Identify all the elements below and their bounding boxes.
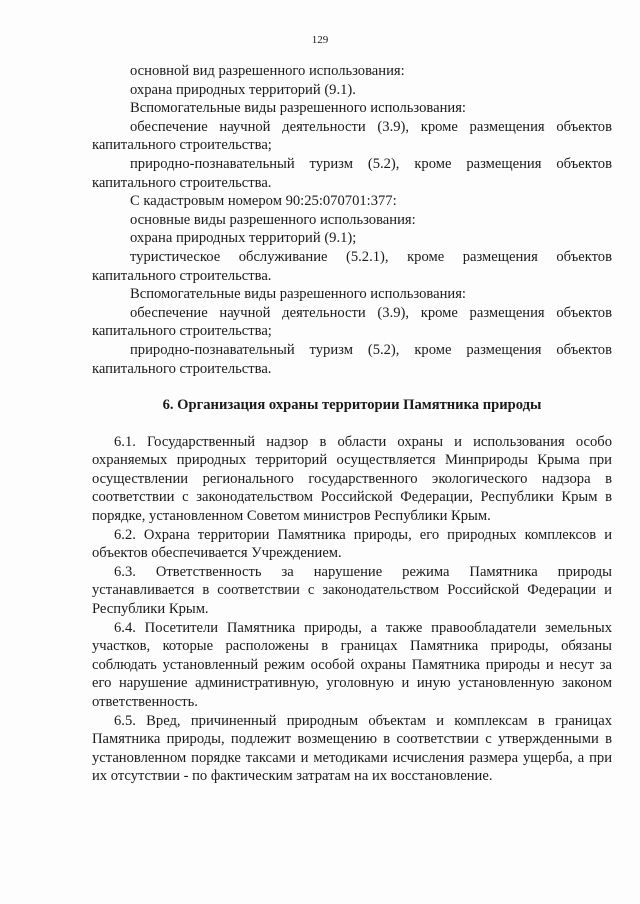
intro-line: обеспечение научной деятельности (3.9), кроме размещения объектов капитального строительства; <box>92 304 612 340</box>
intro-line: туристическое обслуживание (5.2.1), кроме размещения объектов капитального строительства. <box>92 248 612 284</box>
intro-line: природно-познавательный туризм (5.2), кроме размещения объектов капитального строительства. <box>92 155 612 191</box>
section-paragraph: 6.5. Вред, причиненный природным объектам и комплексам в границах Памятника природы, подлежит возмещению в соответствии с утвержденными в установленном порядке таксами и методиками исчисления размера ущерба, а при их отсутствии - по фактическим затратам на их восстановление. <box>92 712 612 785</box>
intro-line: обеспечение научной деятельности (3.9), кроме размещения объектов капитального строительства; <box>92 118 612 154</box>
section-paragraph: 6.1. Государственный надзор в области охраны и использования особо охраняемых природных территорий осуществляется Минприроды Крыма при осуществлении регионального государственного экологического надзора в соответствии с законодательством Российской Федерации, Республики Крым в порядке, установленном Советом министров Республики Крым. <box>92 433 612 525</box>
section-paragraph: 6.4. Посетители Памятника природы, а также правообладатели земельных участков, которые расположены в границах Памятника природы, обязаны соблюдать установленный режим особой охраны Памятника природы и несут за его нарушение административную, уголовную и иную установленную законом ответственность. <box>92 619 612 710</box>
section-paragraph: 6.3. Ответственность за нарушение режима Памятника природы устанавливается в соответствии с законодательством Российской Федерации и Республики Крым. <box>92 563 612 618</box>
page-number: 129 <box>311 34 329 46</box>
section-title: 6. Организация охраны территории Памятника природы <box>162 397 542 414</box>
document-body <box>92 62 612 786</box>
intro-line: основные виды разрешенного использования: <box>130 211 416 228</box>
intro-line: охрана природных территорий (9.1); <box>130 230 357 247</box>
section-paragraph: 6.2. Охрана территории Памятника природы, его природных комплексов и объектов обеспечивается Учреждением. <box>92 526 612 562</box>
intro-line: Вспомогательные виды разрешенного использования: <box>130 100 466 117</box>
intro-line: Вспомогательные виды разрешенного использования: <box>130 286 466 303</box>
intro-line: основной вид разрешенного использования: <box>130 63 405 79</box>
intro-line: С кадастровым номером 90:25:070701:377: <box>130 193 397 210</box>
intro-line: охрана природных территорий (9.1). <box>130 81 356 98</box>
intro-line: природно-познавательный туризм (5.2), кроме размещения объектов капитального строительства. <box>92 341 612 377</box>
